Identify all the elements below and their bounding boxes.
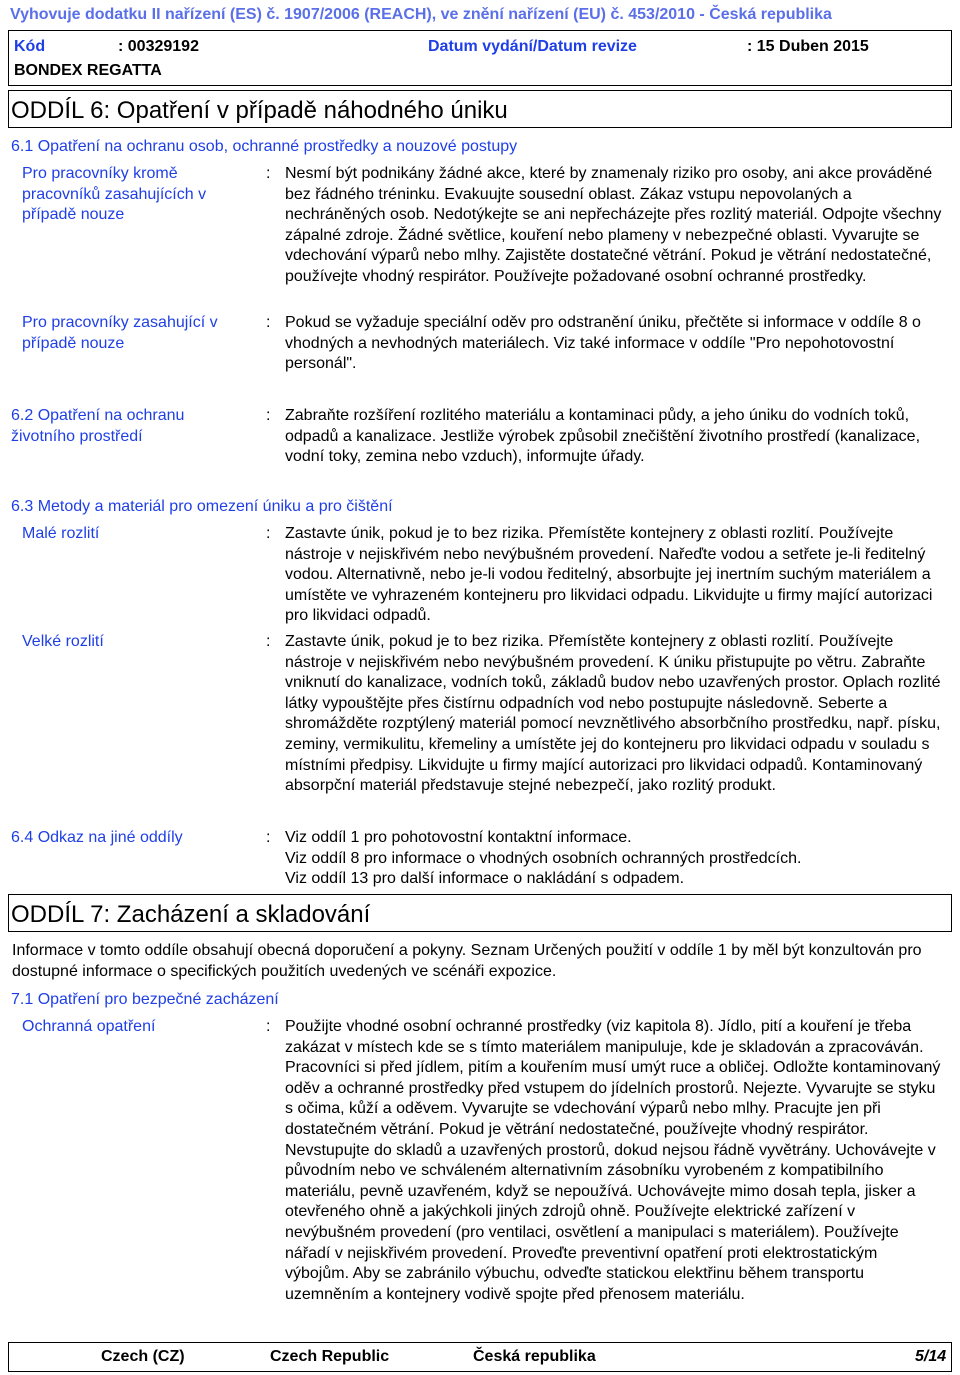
s64-text [285, 828, 945, 890]
s61-label-emergency: Pro pracovníky zasahující v případě nouze [22, 314, 218, 352]
footer-country-en: Czech Republic [270, 1348, 390, 1365]
footer-country-cz: Česká republika [473, 1348, 596, 1365]
s63-title: 6.3 Metody a materiál pro omezení úniku a pro čištění [11, 498, 393, 515]
product-name: BONDEX REGATTA [14, 62, 162, 79]
s61-label-nonemergency: Pro pracovníky kromě pracovníků zasahujících v případě nouze [22, 165, 207, 224]
s64-line: Viz oddíl 8 pro informace o vhodných osobních ochranných prostředcích. [285, 849, 802, 867]
document-header-title: Vyhovuje dodatku II nařízení (ES) č. 1907/2006 (REACH), ve znění nařízení (EU) č. 453/2010 - Česká republika [10, 6, 832, 23]
field-colon: : [266, 525, 271, 542]
page-footer [8, 1342, 952, 1372]
footer-language: Czech (CZ) [101, 1348, 185, 1365]
field-colon: : [266, 633, 271, 650]
s61-text-emergency: Pokud se vyžaduje speciální oděv pro odstranění úniku, přečtěte si informace v oddíle 8 o vhodných a nevhodných materiálech. Viz také informace v oddíle "Pro nepohotovostní personál". [285, 314, 921, 373]
s63-text-large-spill: Zastavte únik, pokud je to bez rizika. Přemístěte kontejnery z oblasti rozlití. Používejte nástroje v nejiskřivém nebo nevýbušném provedení. K úniku přistupujte po větru. Zabraňte vniknutí do kanalizace, vodních toků, základů budov nebo uzavřených prostor. Oplach rozlité látky vypouštějte přes čistírnu odpadních vod nebo postupujte následovně. Seberte a shromážděte rozptýlený materiál pomocí nevznětlivého absorbčního prostředku, např. písku, zeminy, vermikulitu, křemeliny a umístěte jej do kontejneru pro likvidaci odpadu v souladu s místními předpisy. Likvidujte u firmy mající autorizaci pro likvidaci odpadů. Kontaminovaný absorpční materiál představuje stejné nebezpečí, jako rozlitý produkt. [285, 633, 941, 795]
s71-title: 7.1 Opatření pro bezpečné zacházení [11, 991, 279, 1008]
s63-label-large-spill: Velké rozlití [22, 633, 104, 650]
s64-label: 6.4 Odkaz na jiné oddíly [11, 829, 183, 846]
s71-text: Použijte vhodné osobní ochranné prostředky (viz kapitola 8). Jídlo, pití a kouření je třeba zakázat v místech kde se s tímto materiálem manipuluje, kde je skladován a zpracováván. Pracovníci si před jídlem, pitím a kouřením musí umýt ruce a obličej. Odložte kontaminovaný oděv a ochranné prostředky před vstupem do jídelních prostorů. Nejezte. Vyvarujte se styku s očima, kůží a oděvem. Vyvarujte se vdechování výparů nebo mlhy. Pracujte jen při dostatečném větrání. Pokud je větrání nedostatečné, používejte vhodný respirátor. Nevstupujte do skladů a uzavřených prostorů, dokud nejsou řádně vyvětrány. Uchovávejte v původním nebo ve schváleném alternativním zásobníku vyrobeném z kompatibilního materiálu, pevně uzavřeném, když se nepoužívá. Uchovávejte mimo dosah tepla, jisker a otevřeného ohně a jakýchkoli jiných zdrojů ohně. Používejte elektrické zařízení v nevýbušném provedení (pro ventilaci, osvětlení a manipulaci s materiálem). Používejte nářadí v nejiskřivém provedení. Proveďte preventivní opatření proti elektrostatickým výbojům. Aby se zabránilo výbuchu, odveďte statickou elektřinu během transportu uzemněním a kontejnery vodivě spojte před přenosem materiálu. [285, 1018, 941, 1303]
s63-text-small-spill: Zastavte únik, pokud je to bez rizika. Přemístěte kontejnery z oblasti rozlití. Používejte nástroje v nejiskřivém nebo nevýbušném provedení. Nařeďte vodou a setřete je-li ředitelný vodou. Alternativně, nebo je-li vodou ředitelný, absorbujte jej inertním suchým materiálem a umístěte ve vyhrazeném kontejneru pro likvidaci odpadu. Likvidujte u firmy mající autorizaci pro likvidaci odpadů. [285, 525, 933, 625]
s61-title: 6.1 Opatření na ochranu osob, ochranné prostředky a nouzové postupy [11, 138, 518, 155]
s62-label: 6.2 Opatření na ochranu životního prostředí [11, 407, 185, 445]
field-colon: : [266, 829, 271, 846]
section6-title: ODDÍL 6: Opatření v případě náhodného úniku [11, 97, 508, 124]
field-colon: : [266, 165, 271, 182]
section7-intro: Informace v tomto oddíle obsahují obecná doporučení a pokyny. Seznam Určených použití v oddíle 1 by měl být konzultován pro dostupné informace o specifických použitích uvedených ve scénáři expozice. [12, 942, 922, 980]
field-colon: : [266, 314, 271, 331]
s63-label-small-spill: Malé rozlití [22, 525, 100, 542]
s64-line: Viz oddíl 1 pro pohotovostní kontaktní informace. [285, 829, 632, 846]
s64-line: Viz oddíl 13 pro další informace o nakládání s odpadem. [285, 870, 685, 888]
s61-text-nonemergency: Nesmí být podnikány žádné akce, které by znamenaly riziko pro osoby, ani akce prováděné bez řádného tréninku. Evakuujte sousední oblast. Zákaz vstupu nepovolaných a nechráněných osob. Nedotýkejte se ani nepřecházejte přes rozlitý materiál. Odpojte všechny zápalné zdroje. Žádné světlice, kouření nebo plameny v nebezpečné oblasti. Vyvarujte se vdechování výparů nebo mlhy. Zajistěte dostatečné větrání. Pokud je větrání nedostatečné, používejte vhodný respirátor. Používejte požadované osobní ochranné prostředky. [285, 165, 942, 285]
section7-title: ODDÍL 7: Zacházení a skladování [11, 901, 371, 928]
field-colon: : [266, 407, 271, 424]
revision-date-label: Datum vydání/Datum revize [428, 38, 637, 55]
s62-text: Zabraňte rozšíření rozlitého materiálu a kontaminaci půdy, a jeho úniku do vodních toků, odpadů a kanalizace. Jestliže výrobek způsobil znečištění životního prostředí (kanalizace, vodní toky, zemina nebo vzduch), informujte úřady. [285, 407, 921, 466]
revision-date-value: : 15 Duben 2015 [747, 38, 869, 55]
s71-label: Ochranná opatření [22, 1018, 156, 1035]
footer-page-number: 5/14 [915, 1348, 947, 1365]
code-label: Kód [14, 38, 46, 55]
code-value: : 00329192 [118, 38, 199, 55]
field-colon: : [266, 1018, 271, 1035]
